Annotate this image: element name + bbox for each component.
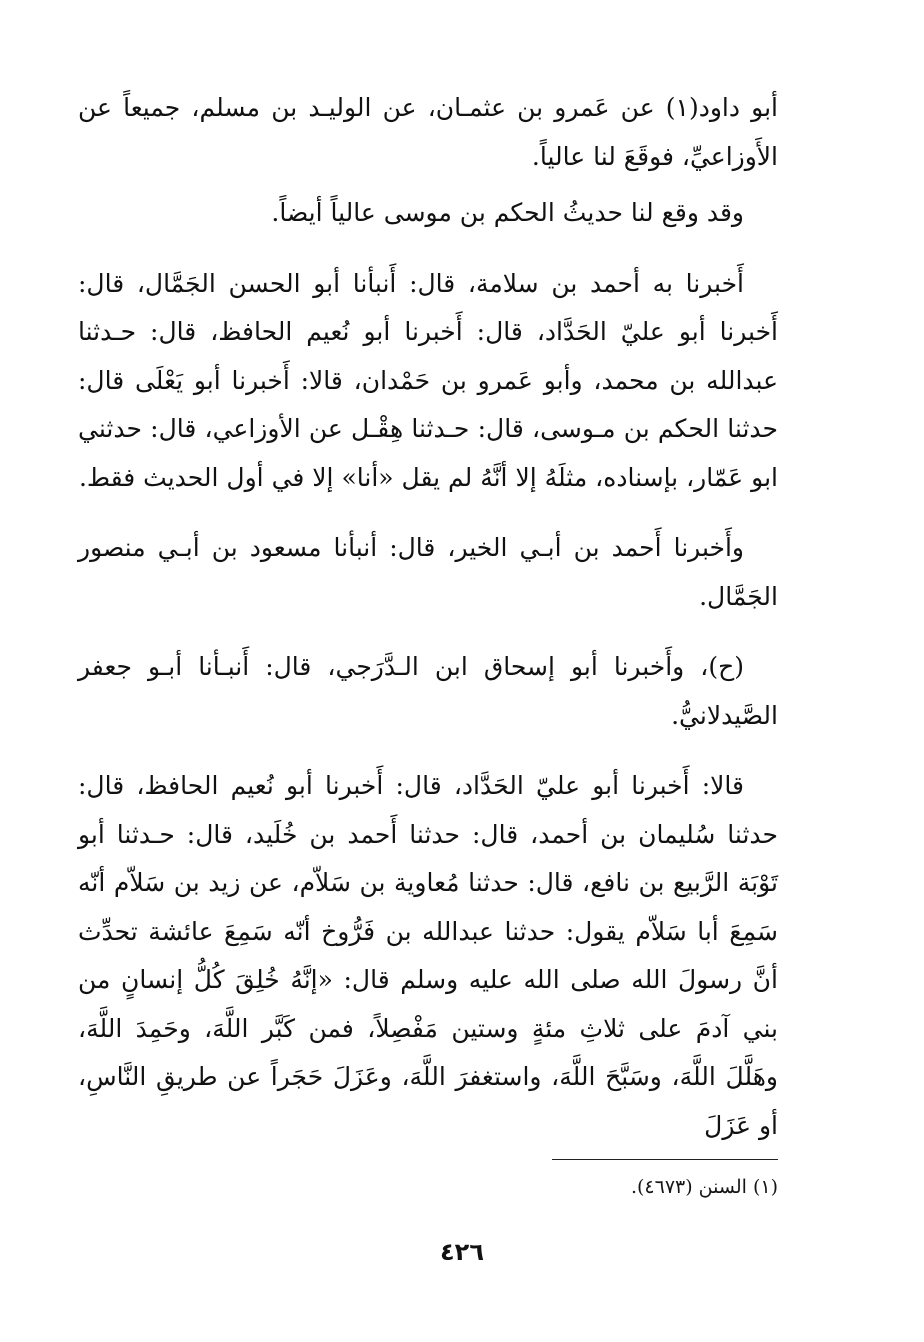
page-body: [78, 84, 778, 1150]
page-number: ٤٢٦: [440, 1238, 484, 1266]
footnote-divider: [552, 1159, 778, 1160]
paragraph-3: أَخبرنا به أحمد بن سلامة، قال: أَنبأنا أبو الحسن الجَمَّال، قال: أَخبرنا أبو عليّ الحَدَّاد، قال: أَخبرنا أبو نُعيم الحافظ، قال: حـدثنا عبدالله بن محمد، وأبو عَمرو بن حَمْدان، قالا: أَخبرنا أبو يَعْلَى قال: حدثنا الحكم بن مـوسى، قال: حـدثنا هِقْـل عن الأوزاعي، قال: حدثني ابو عَمّار، بإسناده، مثلَهُ إلا أنَّهُ لم يقل «أنا» إلا في أول الحديث فقط.: [78, 268, 778, 492]
paragraph-2: وقد وقع لنا حديثُ الحكم بن موسى عالياً أيضاً.: [271, 198, 744, 227]
paragraph-6: قالا: أَخبرنا أبو عليّ الحَدَّاد، قال: أَخبرنا أبو نُعيم الحافظ، قال: حدثنا سُليمان بن أحمد، قال: حدثنا أَحمد بن خُلَيد، قال: حـدثنا أبو تَوْبَة الرَّبيع بن نافع، قال: حدثنا مُعاوية بن سَلاّم، عن زيد بن سَلاّم أنّه سَمِعَ أبا سَلاّم يقول: حدثنا عبدالله بن فَرُّوخ أنّه سَمِعَ عائشة تحدِّث أنَّ رسولَ الله صلى الله عليه وسلم قال: «إنَّهُ خُلِقَ كُلُّ إنسانٍ من بني آدمَ على ثلاثِ مئةٍ وستين مَفْصِلاً، فمن كَبَّر اللَّهَ، وحَمِدَ اللَّهَ، وهَلَّلَ اللَّهَ، وسَبَّحَ اللَّهَ، واستغفرَ اللَّهَ، وعَزَلَ حَجَراً عن طريقِ النَّاسِ، أو عَزَلَ: [78, 771, 778, 1140]
paragraph-4: وأَخبرنا أَحمد بن أبـي الخير، قال: أنبأنا مسعود بن أبـي منصور الجَمَّال.: [78, 533, 778, 611]
paragraph-5: (ح)، وأَخبرنا أبو إسحاق ابن الـدَّرَجي، قال: أَنبـأنا أبـو جعفر الصَّيدلانيُّ.: [78, 652, 778, 730]
footnote: (١) السنن (٤٦٧٣).: [630, 1176, 778, 1198]
paragraph-1: أبو داود(١) عن عَمرو بن عثمـان، عن الوليـد بن مسلم، جميعاً عن الأَوزاعيِّ، فوقَعَ لنا عالياً.: [78, 93, 778, 171]
